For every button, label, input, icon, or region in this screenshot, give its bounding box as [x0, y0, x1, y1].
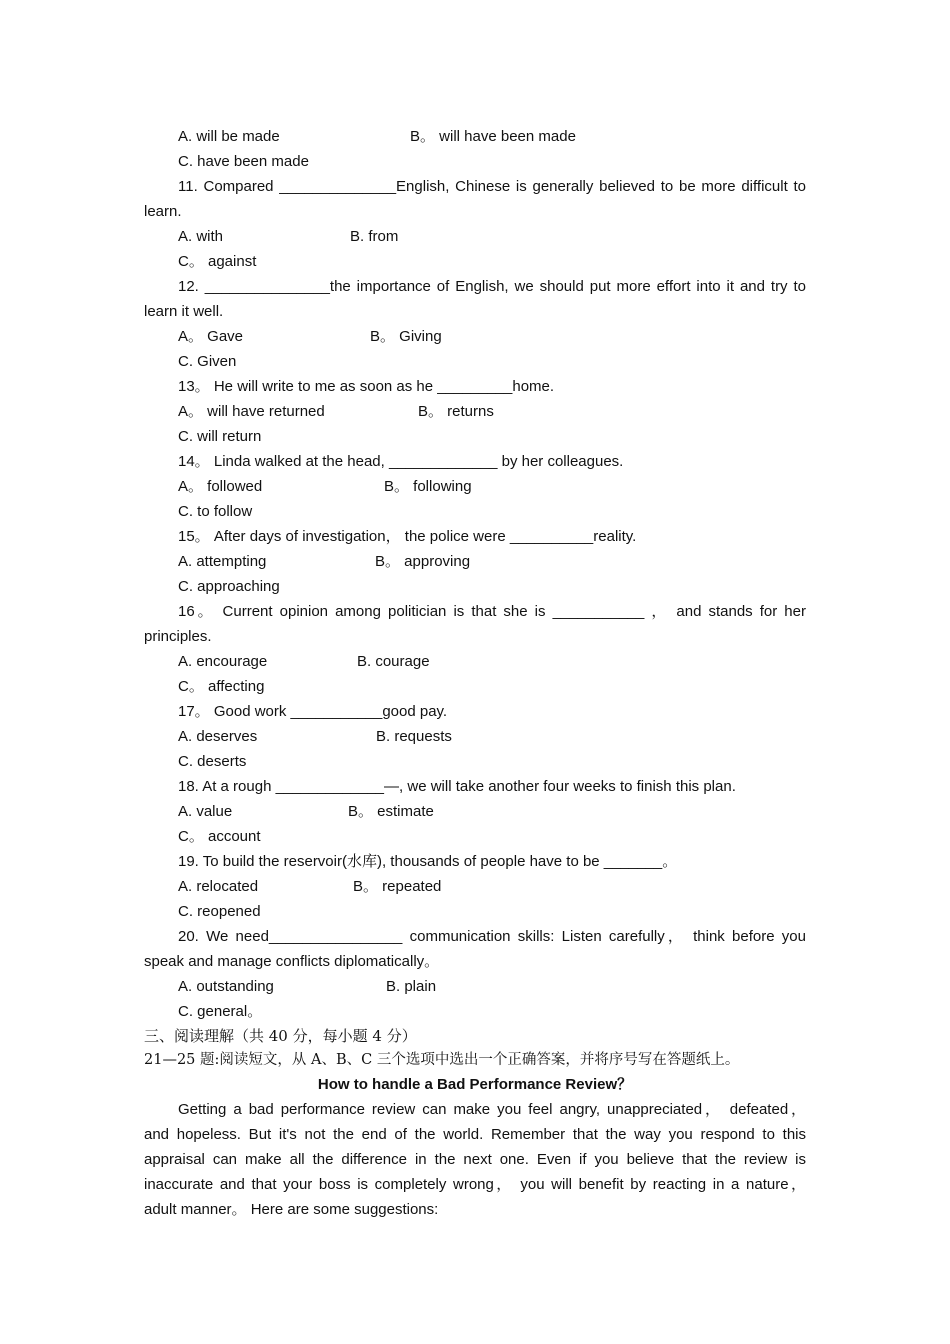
q11-option-b: B. from: [350, 228, 399, 245]
q18-option-c: C。 account: [178, 828, 261, 845]
q14-option-a: A。 followed: [178, 478, 263, 495]
q13-option-a: A。 will have returned: [178, 403, 325, 420]
q13-option-b: B。 returns: [418, 403, 494, 420]
q17-stem: 17。 Good work ___________good pay.: [178, 703, 448, 720]
q12-option-c: C. Given: [178, 353, 237, 370]
q15-option-b: B。 approving: [375, 553, 471, 570]
passage-line: Getting a bad performance review can make you feel angry, unappreciated， defeated，: [178, 1101, 806, 1118]
q14-stem: 14。 Linda walked at the head, _____________ by her colleagues.: [178, 453, 624, 470]
q14-option-c: C. to follow: [178, 503, 253, 520]
q15-option-a: A. attempting: [178, 553, 267, 570]
q15-stem: 15。 After days of investigation， the police were __________reality.: [178, 528, 637, 545]
q13-option-c: C. will return: [178, 428, 262, 445]
section3-heading: 三、阅读理解（共 40 分，每小题 4 分）: [144, 1027, 417, 1045]
q12-stem-line1: 12. _______________the importance of English, we should put more effort into it and try to: [178, 278, 806, 295]
section3-instruction: 21—25 题:阅读短文，从 A、B、C 三个选项中选出一个正确答案，并将序号写在答题纸上。: [144, 1052, 740, 1068]
q17-option-c: C. deserts: [178, 753, 247, 770]
q10-option-b: B。 will have been made: [410, 128, 576, 145]
q14-option-b: B。 following: [384, 478, 472, 495]
q20-option-b: B. plain: [386, 978, 437, 995]
passage-line: appraisal can make all the difference in the next one. Even if you believe that the review is: [144, 1151, 806, 1168]
q11-option-a: A. with: [178, 228, 224, 245]
passage-title: How to handle a Bad Performance Review？: [317, 1076, 633, 1093]
q16-stem-line2: principles.: [144, 628, 212, 645]
q17-option-a: A. deserves: [178, 728, 258, 745]
q19-stem: 19. To build the reservoir(水库), thousands of people have to be _______。: [178, 853, 678, 870]
q19-option-a: A. relocated: [178, 878, 259, 895]
q18-option-a: A. value: [178, 803, 233, 820]
q13-stem: 13。 He will write to me as soon as he _________home.: [178, 378, 555, 395]
passage-line: inaccurate and that your boss is completely wrong， you will benefit by reacting in a nature，: [144, 1176, 806, 1193]
q16-option-c: C。 affecting: [178, 678, 265, 695]
q16-option-a: A. encourage: [178, 653, 268, 670]
q18-stem: 18. At a rough _____________—, we will take another four weeks to finish this plan.: [178, 778, 736, 795]
q19-option-c: C. reopened: [178, 903, 261, 920]
q16-option-b: B. courage: [357, 653, 430, 670]
q11-stem-line1: 11. Compared ______________English, Chinese is generally believed to be more difficult to: [178, 178, 806, 195]
q18-option-b: B。 estimate: [348, 803, 434, 820]
q15-option-c: C. approaching: [178, 578, 280, 595]
q20-stem-line1: 20. We need________________ communication skills: Listen carefully， think before you: [178, 928, 806, 945]
passage-line: and hopeless. But it's not the end of the world. Remember that the way you respond to this: [144, 1126, 806, 1143]
q10-option-c: C. have been made: [178, 153, 309, 170]
q11-option-c: C。 against: [178, 253, 257, 270]
q12-option-a: A。 Gave: [178, 328, 244, 345]
q10-option-a: A. will be made: [178, 128, 280, 145]
q20-option-a: A. outstanding: [178, 978, 274, 995]
q11-stem-line2: learn.: [144, 203, 182, 220]
q20-stem-line2: speak and manage conflicts diplomatically。: [144, 953, 440, 970]
q16-stem-line1: 16。 Current opinion among politician is that she is ___________ ， and stands for her: [178, 603, 806, 620]
q19-option-b: B。 repeated: [353, 878, 442, 895]
q12-stem-line2: learn it well.: [144, 303, 224, 320]
q20-option-c: C. general。: [178, 1003, 263, 1020]
q17-option-b: B. requests: [376, 728, 452, 745]
q12-option-b: B。 Giving: [370, 328, 442, 345]
passage-line: adult manner。 Here are some suggestions:: [144, 1201, 439, 1218]
